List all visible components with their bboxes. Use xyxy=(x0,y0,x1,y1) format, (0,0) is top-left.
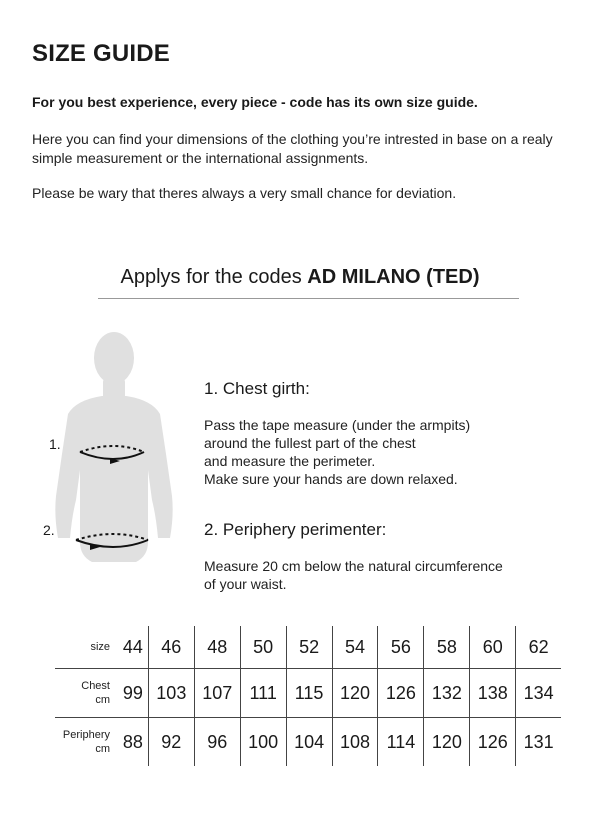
size-cell: 44 xyxy=(122,636,143,657)
periphery-cell: 108 xyxy=(332,718,378,767)
chest-cell: 115 xyxy=(286,669,332,718)
chest-row xyxy=(55,669,561,718)
size-row-label: size xyxy=(90,641,110,653)
intro-highlight: For you best experience, every piece - code has its own size guide. xyxy=(32,94,478,110)
chest-label-text: Chest xyxy=(81,680,110,692)
periphery-cell: 96 xyxy=(194,718,240,767)
periphery-cell: 114 xyxy=(378,718,424,767)
intro-paragraph: Here you can find your dimensions of the clothing you’re intrested in base on a realy simple measurement or the international assignments. xyxy=(32,131,553,166)
periphery-row xyxy=(55,718,561,767)
periphery-cell: 104 xyxy=(286,718,332,767)
heading-divider xyxy=(98,298,519,299)
size-cell: 54 xyxy=(332,626,378,669)
applies-heading xyxy=(0,266,600,289)
chest-girth-title: 1. Chest girth: xyxy=(204,379,310,398)
periphery-cell: 120 xyxy=(424,718,470,767)
chest-cell: 111 xyxy=(240,669,286,718)
periphery-row-label xyxy=(55,718,118,767)
periphery-label-unit: cm xyxy=(95,743,110,755)
periphery-description xyxy=(204,557,503,593)
applies-prefix: Applys for the codes xyxy=(120,266,308,288)
size-table xyxy=(55,626,561,766)
size-cell: 58 xyxy=(424,626,470,669)
periphery-label-text: Periphery xyxy=(62,729,110,741)
description-line: and measure the perimeter. xyxy=(204,453,376,469)
chest-cell: 107 xyxy=(194,669,240,718)
chest-cell: 120 xyxy=(332,669,378,718)
size-cell: 52 xyxy=(286,626,332,669)
chest-cell: 99 xyxy=(118,669,148,718)
periphery-cell: 131 xyxy=(516,718,561,767)
size-cell: 50 xyxy=(240,626,286,669)
chest-cell: 103 xyxy=(148,669,194,718)
size-cell: 56 xyxy=(378,626,424,669)
periphery-marker-label: 2. xyxy=(43,522,55,538)
description-line: Measure 20 cm below the natural circumference xyxy=(204,558,503,574)
chest-label-unit: cm xyxy=(95,694,110,706)
chest-row-label xyxy=(55,669,118,718)
periphery-cell: 88 xyxy=(118,718,148,767)
description-line: Make sure your hands are down relaxed. xyxy=(204,471,458,487)
description-line: of your waist. xyxy=(204,576,287,592)
applies-codes: AD MILANO (TED) xyxy=(307,266,480,288)
periphery-cell: 100 xyxy=(240,718,286,767)
size-row xyxy=(55,626,561,669)
periphery-cell: 126 xyxy=(470,718,516,767)
periphery-title: 2. Periphery perimenter: xyxy=(204,520,387,539)
periphery-cell: 92 xyxy=(148,718,194,767)
size-cell: 60 xyxy=(470,626,516,669)
description-line: Pass the tape measure (under the armpits) xyxy=(204,417,471,433)
chest-cell: 126 xyxy=(378,669,424,718)
chest-cell: 134 xyxy=(516,669,561,718)
chest-cell: 138 xyxy=(470,669,516,718)
chest-marker-label: 1. xyxy=(49,436,61,452)
chest-girth-description xyxy=(204,416,470,488)
deviation-note: Please be wary that theres always a very small chance for deviation. xyxy=(32,185,457,201)
size-cell: 62 xyxy=(516,626,561,669)
torso-measurement-icon xyxy=(40,330,190,580)
chest-cell: 132 xyxy=(424,669,470,718)
page-title: SIZE GUIDE xyxy=(32,40,171,67)
description-line: around the fullest part of the chest xyxy=(204,435,416,451)
size-cell: 46 xyxy=(148,626,194,669)
size-cell: 48 xyxy=(194,626,240,669)
